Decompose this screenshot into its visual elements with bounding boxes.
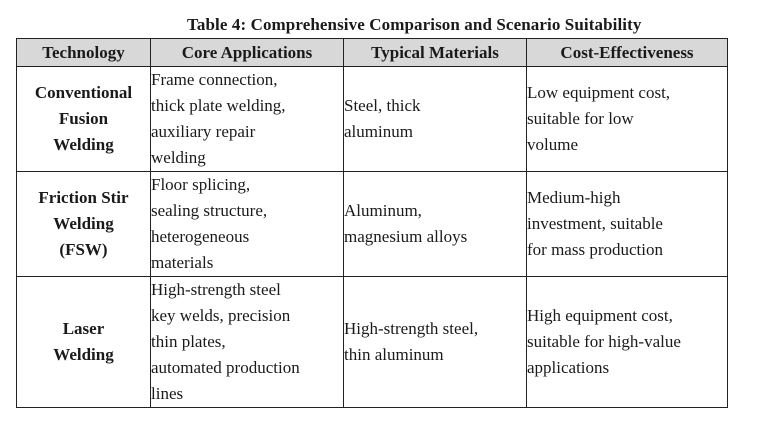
cost-line: suitable for low	[527, 109, 634, 128]
header-technology: Technology	[17, 39, 151, 67]
cost-line: for mass production	[527, 240, 663, 259]
header-cost-effectiveness: Cost-Effectiveness	[527, 39, 728, 67]
technology-line: Welding	[53, 135, 114, 154]
cost-line: Low equipment cost,	[527, 83, 671, 102]
cost-line: suitable for high-value	[527, 332, 681, 351]
applications-line: heterogeneous	[151, 227, 250, 246]
cost-cell	[527, 172, 728, 277]
comparison-table	[16, 38, 728, 408]
technology-cell	[17, 67, 151, 172]
technology-line: Welding	[53, 214, 114, 233]
cost-cell	[527, 67, 728, 172]
technology-cell	[17, 172, 151, 277]
applications-line: Frame connection,	[151, 70, 278, 89]
technology-line: Welding	[53, 345, 114, 364]
materials-line: Aluminum,	[344, 201, 422, 220]
applications-line: High-strength steel	[151, 280, 281, 299]
cost-cell	[527, 277, 728, 408]
header-typical-materials: Typical Materials	[344, 39, 527, 67]
applications-line: automated production	[151, 358, 300, 377]
materials-line: Steel, thick	[344, 96, 421, 115]
cost-line: investment, suitable	[527, 214, 663, 233]
technology-cell	[17, 277, 151, 408]
materials-line: High-strength steel,	[344, 319, 479, 338]
applications-line: sealing structure,	[151, 201, 268, 220]
table-row	[17, 277, 728, 408]
table-row	[17, 172, 728, 277]
applications-line: thick plate welding,	[151, 96, 286, 115]
materials-line: aluminum	[344, 122, 413, 141]
applications-cell	[151, 277, 344, 408]
technology-line: Conventional	[34, 83, 133, 102]
technology-line: Friction Stir	[38, 188, 129, 207]
applications-line: auxiliary repair	[151, 122, 256, 141]
materials-cell	[344, 172, 527, 277]
cost-line: Medium-high	[527, 188, 621, 207]
materials-line: magnesium alloys	[344, 227, 468, 246]
technology-line: Fusion	[58, 109, 109, 128]
cost-line: applications	[527, 358, 610, 377]
table-caption: Table 4: Comprehensive Comparison and Scenario Suitability	[187, 15, 642, 34]
applications-line: lines	[151, 384, 184, 403]
header-core-applications: Core Applications	[151, 39, 344, 67]
cost-line: volume	[527, 135, 578, 154]
applications-line: Floor splicing,	[151, 175, 251, 194]
technology-line: (FSW)	[59, 240, 108, 259]
applications-line: materials	[151, 253, 214, 272]
applications-cell	[151, 172, 344, 277]
applications-cell	[151, 67, 344, 172]
technology-line: Laser	[62, 319, 105, 338]
table-row	[17, 67, 728, 172]
applications-line: key welds, precision	[151, 306, 291, 325]
cost-line: High equipment cost,	[527, 306, 673, 325]
materials-cell	[344, 277, 527, 408]
applications-line: thin plates,	[151, 332, 226, 351]
materials-cell	[344, 67, 527, 172]
header-row	[17, 39, 728, 67]
applications-line: welding	[151, 148, 206, 167]
materials-line: thin aluminum	[344, 345, 444, 364]
